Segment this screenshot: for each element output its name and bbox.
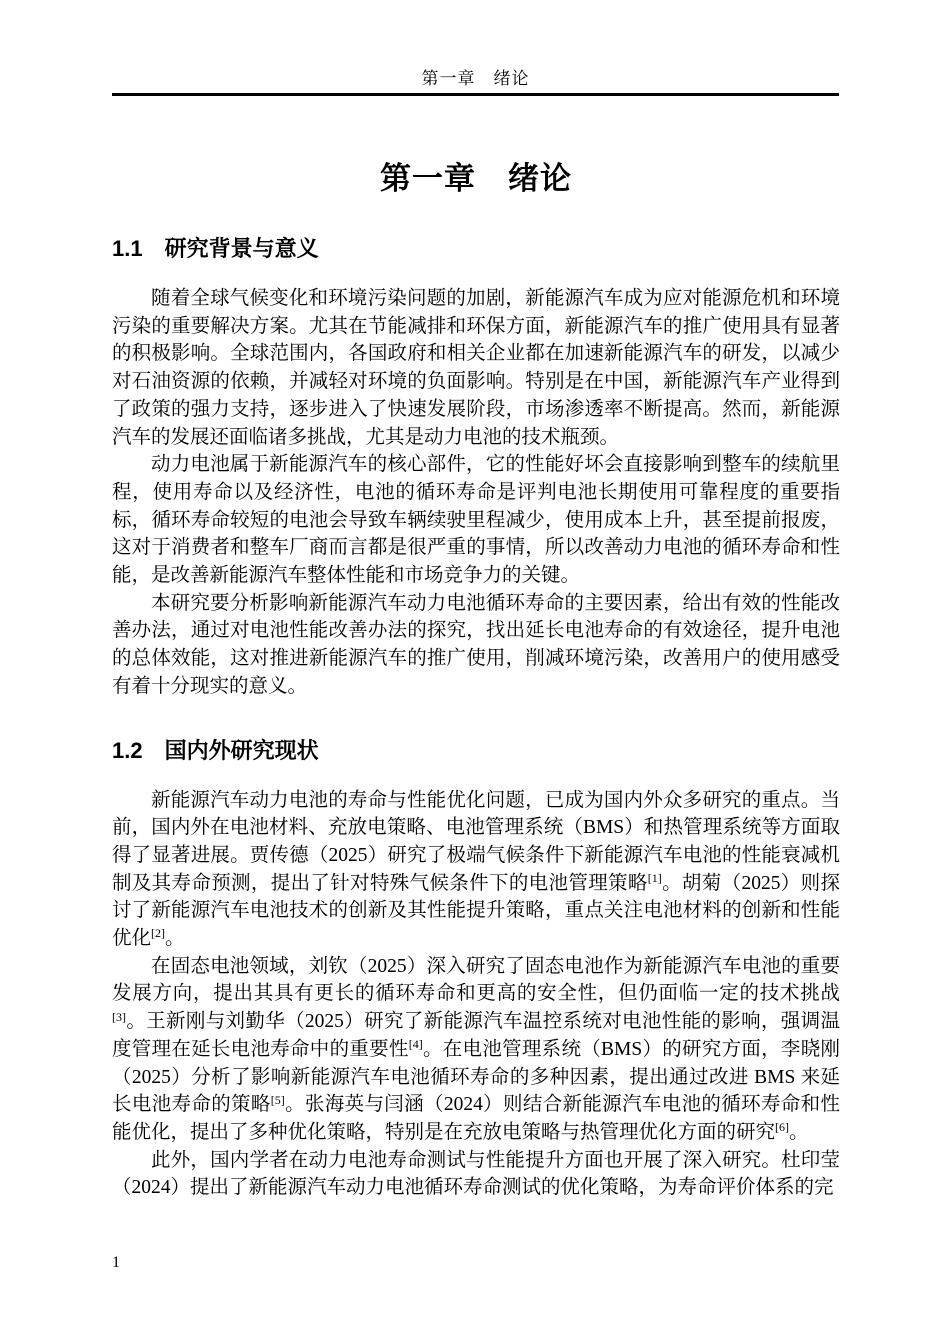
paragraph-background-2: 动力电池属于新能源汽车的核心部件，它的性能好坏会直接影响到整车的续航里程，使用寿命以及经济性，电池的循环寿命是评判电池长期使用可靠程度的重要指标，循环寿命较短的电池会导致车辆续驶里程减少，使用成本上升，甚至提前报废，这对于消费者和整车厂商而言都是很严重的事情，所以改善动力电池的循环寿命和性能，是改善新能源汽车整体性能和市场竞争力的关键。 xyxy=(112,454,840,587)
paragraph-text: 。 xyxy=(789,1121,809,1143)
paragraph-text: 。在电池管理系统（BMS）的研究方面，李晓刚（2025）分析了影响新能源汽车电池循环寿命的多种因素，提出通过改进 BMS 来延长电池寿命的策略 xyxy=(112,1038,840,1116)
citation-ref-6: [6] xyxy=(775,1120,790,1135)
paragraph-review-1 xyxy=(112,787,840,953)
paragraph-text: 。 xyxy=(165,928,185,950)
paragraph-text: 。张海英与闫涵（2024）则结合新能源汽车电池的循环寿命和性能优化，提出了多种优化策略，特别是在充放电策略与热管理优化方面的研究 xyxy=(112,1094,840,1143)
paragraph-background-1: 随着全球气候变化和环境污染问题的加剧，新能源汽车成为应对能源危机和环境污染的重要解决方案。尤其在节能减排和环保方面，新能源汽车的推广使用具有显著的积极影响。全球范围内，各国政府和相关企业都在加速新能源汽车的研发，以减少对石油资源的依赖，并减轻对环境的负面影响。特别是在中国，新能源汽车产业得到了政策的强力支持，逐步进入了快速发展阶段，市场渗透率不断提高。然而，新能源汽车的发展还面临诸多挑战，尤其是动力电池的技术瓶颈。 xyxy=(112,288,840,448)
paragraph-review-2 xyxy=(112,953,840,1147)
page-content xyxy=(112,0,840,1202)
paragraph-text: 在固态电池领域，刘钦（2025）深入研究了固态电池作为新能源汽车电池的重要发展方向，提出其具有更长的循环寿命和更高的安全性，但仍面临一定的技术挑战 xyxy=(112,955,840,1005)
page-number: 1 xyxy=(112,1254,120,1271)
paragraph-review-3: 此外，国内学者在动力电池寿命测试与性能提升方面也开展了深入研究。杜印莹（2024）提出了新能源汽车动力电池循环寿命测试的优化策略，为寿命评价体系的完 xyxy=(112,1149,840,1199)
chapter-title: 第一章 绪论 xyxy=(380,161,572,196)
paragraph-text: 新能源汽车动力电池的寿命与性能优化问题，已成为国内外众多研究的重点。当前，国内外在电池材料、充放电策略、电池管理系统（BMS）和热管理系统等方面取得了显著进展。贾传德（2025）研究了极端气候条件下新能源汽车电池的性能衰减机制及其寿命预测，提出了针对特殊气候条件下的电池管理策略 xyxy=(112,789,840,894)
section-heading-1-2: 1.2 国内外研究现状 xyxy=(112,737,319,763)
citation-ref-3: [3] xyxy=(112,1009,126,1024)
citation-ref-1: [1] xyxy=(647,871,662,886)
paragraph-background-3: 本研究要分析影响新能源汽车动力电池循环寿命的主要因素，给出有效的性能改善办法，通过对电池性能改善办法的探究，找出延长电池寿命的有效途径，提升电池的总体效能，这对推进新能源汽车的推广使用，削减环境污染，改善用户的使用感受有着十分现实的意义。 xyxy=(112,592,840,697)
citation-ref-5: [5] xyxy=(270,1092,285,1107)
citation-ref-4: [4] xyxy=(408,1037,423,1052)
section-heading-1-1: 1.1 研究背景与意义 xyxy=(112,236,319,261)
citation-ref-2: [2] xyxy=(151,926,166,941)
running-header: 第一章 绪论 xyxy=(112,69,839,96)
paragraph-text: 。胡菊（2025）则探讨了新能源汽车电池技术的创新及其性能提升策略，重点关注电池材料的创新和性能优化 xyxy=(112,872,840,950)
paragraph-text: 。王新刚与刘勤华（2025）研究了新能源汽车温控系统对电池性能的影响，强调温度管理在延长电池寿命中的重要性 xyxy=(112,1011,840,1060)
